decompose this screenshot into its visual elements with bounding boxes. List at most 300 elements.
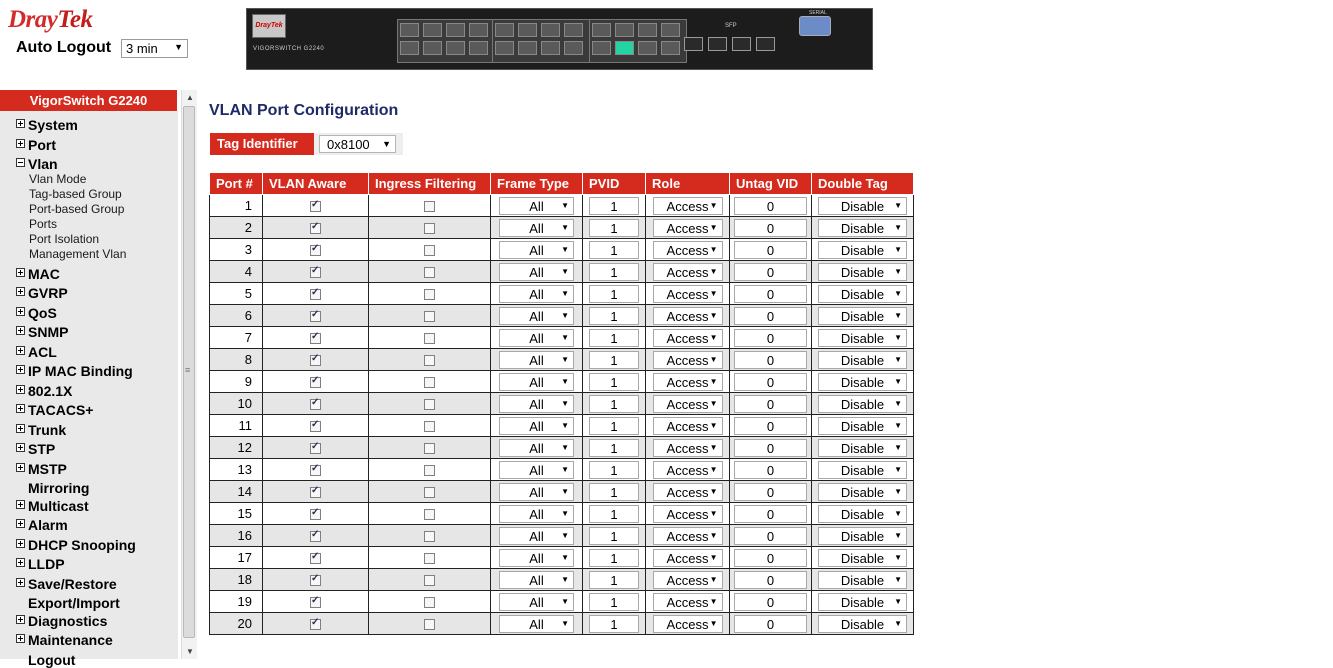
expand-icon[interactable]: [16, 139, 25, 148]
expand-icon[interactable]: [16, 500, 25, 509]
pvid-input[interactable]: 1: [589, 307, 639, 325]
expand-icon[interactable]: [16, 346, 25, 355]
role-select[interactable]: [653, 395, 723, 413]
role-select[interactable]: [653, 285, 723, 303]
double-tag-select[interactable]: [818, 285, 907, 303]
pvid-input[interactable]: 1: [589, 329, 639, 347]
sidebar-item-alarm[interactable]: [16, 517, 68, 533]
sidebar-subitem-port-based-group[interactable]: Port-based Group: [29, 201, 125, 216]
ingress-filtering-checkbox[interactable]: [424, 311, 435, 322]
double-tag-select[interactable]: [818, 571, 907, 589]
role-cell: [646, 261, 730, 283]
ingress-filtering-cell: [369, 195, 491, 217]
untag-vid-input[interactable]: 0: [734, 549, 807, 567]
role-select[interactable]: [653, 373, 723, 391]
sidebar-item-multicast[interactable]: [16, 498, 89, 514]
port-number: 1: [210, 195, 263, 217]
expand-icon[interactable]: [16, 326, 25, 335]
pvid-input[interactable]: 1: [589, 483, 639, 501]
sidebar-subitem-tag-based-group[interactable]: Tag-based Group: [29, 186, 122, 201]
vlan-aware-checkbox[interactable]: [310, 223, 321, 234]
untag-vid-input[interactable]: 0: [734, 351, 807, 369]
pvid-input[interactable]: 1: [589, 351, 639, 369]
sidebar-item-lldp[interactable]: [16, 556, 65, 572]
chevron-down-icon: ▼: [894, 200, 902, 210]
double-tag-cell: [812, 481, 914, 503]
untag-vid-cell: [730, 525, 812, 547]
pvid-input[interactable]: 1: [589, 439, 639, 457]
expand-icon[interactable]: [16, 443, 25, 452]
chevron-down-icon: ▼: [561, 596, 569, 606]
double-tag-select[interactable]: [818, 549, 907, 567]
untag-vid-input[interactable]: 0: [734, 285, 807, 303]
pvid-input[interactable]: 1: [589, 263, 639, 281]
pvid-input[interactable]: 1: [589, 395, 639, 413]
double-tag-select[interactable]: [818, 351, 907, 369]
auto-logout-label: Auto Logout: [16, 39, 112, 56]
tag-identifier-select[interactable]: 0x8100 ▼: [319, 135, 396, 153]
frame-type-select[interactable]: [499, 461, 574, 479]
chevron-down-icon: ▼: [709, 332, 718, 342]
ingress-filtering-checkbox[interactable]: [424, 531, 435, 542]
untag-vid-cell: [730, 481, 812, 503]
untag-vid-input[interactable]: 0: [734, 241, 807, 259]
select-value: Access: [666, 286, 709, 302]
frame-type-select[interactable]: [499, 505, 574, 523]
role-cell: [646, 393, 730, 415]
role-select[interactable]: [653, 329, 723, 347]
pvid-input[interactable]: 1: [589, 505, 639, 523]
role-cell: [646, 195, 730, 217]
pvid-input[interactable]: 1: [589, 461, 639, 479]
ingress-filtering-checkbox[interactable]: [424, 619, 435, 630]
frame-type-cell: [491, 217, 583, 239]
double-tag-select[interactable]: [818, 505, 907, 523]
port-number: 13: [210, 459, 263, 481]
chevron-down-icon: ▼: [894, 596, 902, 606]
untag-vid-input[interactable]: 0: [734, 593, 807, 611]
pvid-input[interactable]: 1: [589, 241, 639, 259]
ethernet-port-icon: [638, 23, 657, 37]
frame-type-select[interactable]: [499, 263, 574, 281]
sidebar-item-mstp[interactable]: [16, 461, 67, 477]
frame-type-select[interactable]: [499, 197, 574, 215]
untag-vid-input[interactable]: 0: [734, 571, 807, 589]
double-tag-select[interactable]: [818, 329, 907, 347]
pvid-input[interactable]: 1: [589, 593, 639, 611]
role-select[interactable]: [653, 505, 723, 523]
select-value: Disable: [840, 374, 885, 390]
ethernet-port-icon: [638, 41, 657, 55]
chevron-down-icon: ▼: [561, 310, 569, 320]
vlan-aware-checkbox[interactable]: [310, 245, 321, 256]
expand-icon[interactable]: [16, 634, 25, 643]
vlan-aware-checkbox[interactable]: [310, 509, 321, 520]
sidebar-item-snmp[interactable]: [16, 324, 68, 340]
double-tag-cell: [812, 261, 914, 283]
chevron-down-icon: ▼: [894, 420, 902, 430]
sidebar-item-dhcp-snooping[interactable]: [16, 537, 136, 553]
vlan-aware-checkbox[interactable]: [310, 487, 321, 498]
role-select[interactable]: [653, 593, 723, 611]
chevron-down-icon: ▼: [709, 200, 718, 210]
sidebar-item-label: IP MAC Binding: [28, 363, 133, 379]
frame-type-cell: [491, 261, 583, 283]
collapse-icon[interactable]: [16, 158, 25, 167]
ingress-filtering-checkbox[interactable]: [424, 267, 435, 278]
role-select[interactable]: [653, 263, 723, 281]
vlan-aware-checkbox[interactable]: [310, 399, 321, 410]
frame-type-select[interactable]: [499, 549, 574, 567]
select-value: Access: [666, 528, 709, 544]
chevron-down-icon: ▼: [561, 398, 569, 408]
untag-vid-input[interactable]: 0: [734, 527, 807, 545]
expand-icon[interactable]: [16, 615, 25, 624]
ethernet-port-icon: [615, 23, 634, 37]
scroll-down-icon[interactable]: ▼: [186, 647, 194, 656]
sidebar-item-802-1x[interactable]: [16, 383, 72, 399]
frame-type-select[interactable]: [499, 285, 574, 303]
table-row: [210, 349, 914, 371]
sidebar-subitem-ports[interactable]: Ports: [29, 216, 58, 231]
ethernet-port-icon: [518, 23, 537, 37]
double-tag-select[interactable]: [818, 263, 907, 281]
frame-type-select[interactable]: [499, 329, 574, 347]
role-select[interactable]: [653, 483, 723, 501]
expand-icon[interactable]: [16, 385, 25, 394]
select-value: Disable: [840, 572, 885, 588]
double-tag-cell: [812, 217, 914, 239]
pvid-input[interactable]: 1: [589, 373, 639, 391]
pvid-input[interactable]: 1: [589, 571, 639, 589]
table-row: [210, 569, 914, 591]
column-header-vlan-aware: VLAN Aware: [263, 173, 369, 195]
sidebar-subitem-port-isolation[interactable]: Port Isolation: [29, 231, 100, 246]
role-cell: [646, 547, 730, 569]
ingress-filtering-checkbox[interactable]: [424, 421, 435, 432]
sidebar-scrollbar[interactable]: [181, 90, 197, 659]
port-number: 8: [210, 349, 263, 371]
select-value: All: [529, 550, 544, 566]
vlan-aware-cell: [263, 569, 369, 591]
port-number: 19: [210, 591, 263, 613]
untag-vid-input[interactable]: 0: [734, 417, 807, 435]
sidebar-item-ip-mac-binding[interactable]: [16, 363, 133, 379]
double-tag-select[interactable]: [818, 527, 907, 545]
untag-vid-input[interactable]: 0: [734, 461, 807, 479]
expand-icon[interactable]: [16, 539, 25, 548]
table-row: [210, 503, 914, 525]
sidebar-subitem-management-vlan[interactable]: Management Vlan: [29, 246, 127, 261]
frame-type-select[interactable]: [499, 395, 574, 413]
double-tag-select[interactable]: [818, 395, 907, 413]
ingress-filtering-checkbox[interactable]: [424, 509, 435, 520]
vlan-aware-checkbox[interactable]: [310, 465, 321, 476]
chevron-down-icon: ▼: [894, 244, 902, 254]
expand-icon[interactable]: [16, 519, 25, 528]
pvid-input[interactable]: 1: [589, 219, 639, 237]
ingress-filtering-checkbox[interactable]: [424, 355, 435, 366]
pvid-cell: [583, 349, 646, 371]
role-select[interactable]: [653, 241, 723, 259]
double-tag-select[interactable]: [818, 241, 907, 259]
select-value: Disable: [840, 198, 885, 214]
ethernet-port-icon: [564, 41, 583, 55]
role-select[interactable]: [653, 571, 723, 589]
role-cell: [646, 503, 730, 525]
ethernet-port-icon: [423, 23, 442, 37]
chevron-down-icon: ▼: [709, 486, 718, 496]
untag-vid-input[interactable]: 0: [734, 197, 807, 215]
vlan-aware-checkbox[interactable]: [310, 619, 321, 630]
sidebar-item-label: Vlan: [28, 156, 58, 172]
vlan-aware-cell: [263, 547, 369, 569]
ingress-filtering-cell: [369, 591, 491, 613]
vlan-aware-checkbox[interactable]: [310, 597, 321, 608]
ingress-filtering-checkbox[interactable]: [424, 245, 435, 256]
frame-type-select[interactable]: [499, 351, 574, 369]
ingress-filtering-cell: [369, 261, 491, 283]
untag-vid-input[interactable]: 0: [734, 263, 807, 281]
device-name: VIGORSWITCH G2240: [253, 46, 325, 52]
expand-icon[interactable]: [16, 365, 25, 374]
double-tag-select[interactable]: [818, 373, 907, 391]
double-tag-select[interactable]: [818, 417, 907, 435]
role-cell: [646, 349, 730, 371]
role-select[interactable]: [653, 527, 723, 545]
select-value: Disable: [840, 242, 885, 258]
untag-vid-input[interactable]: 0: [734, 373, 807, 391]
expand-icon[interactable]: [16, 404, 25, 413]
select-value: Disable: [840, 440, 885, 456]
double-tag-select[interactable]: [818, 615, 907, 633]
untag-vid-input[interactable]: 0: [734, 395, 807, 413]
ingress-filtering-checkbox[interactable]: [424, 553, 435, 564]
sidebar-item-mirroring[interactable]: [16, 480, 89, 496]
role-cell: [646, 569, 730, 591]
pvid-input[interactable]: 1: [589, 527, 639, 545]
select-value: All: [529, 264, 544, 280]
sidebar-item-logout[interactable]: [16, 652, 75, 668]
double-tag-select[interactable]: [818, 483, 907, 501]
select-value: Access: [666, 506, 709, 522]
vlan-aware-cell: [263, 239, 369, 261]
pvid-input[interactable]: 1: [589, 417, 639, 435]
role-select[interactable]: [653, 219, 723, 237]
port-number: 15: [210, 503, 263, 525]
select-value: Disable: [840, 528, 885, 544]
vlan-aware-checkbox[interactable]: [310, 267, 321, 278]
frame-type-cell: [491, 503, 583, 525]
ethernet-port-icon: [495, 41, 514, 55]
double-tag-select[interactable]: [818, 439, 907, 457]
frame-type-select[interactable]: [499, 417, 574, 435]
select-value: Access: [666, 462, 709, 478]
role-cell: [646, 305, 730, 327]
sidebar-item-maintenance[interactable]: [16, 632, 113, 648]
select-value: Access: [666, 220, 709, 236]
column-header-frame-type: Frame Type: [491, 173, 583, 195]
sidebar-item-trunk[interactable]: [16, 422, 66, 438]
untag-vid-input[interactable]: 0: [734, 307, 807, 325]
ingress-filtering-checkbox[interactable]: [424, 333, 435, 344]
double-tag-select[interactable]: [818, 197, 907, 215]
port-number: 17: [210, 547, 263, 569]
sidebar-item-stp[interactable]: [16, 441, 55, 457]
sfp-port-icon: [756, 37, 775, 51]
ingress-filtering-checkbox[interactable]: [424, 377, 435, 388]
vlan-aware-checkbox[interactable]: [310, 377, 321, 388]
ethernet-port-icon: [400, 23, 419, 37]
expand-icon[interactable]: [16, 558, 25, 567]
expand-icon[interactable]: [16, 578, 25, 587]
select-value: All: [529, 440, 544, 456]
auto-logout-select[interactable]: 3 min ▼: [121, 39, 188, 58]
untag-vid-input[interactable]: 0: [734, 439, 807, 457]
pvid-input[interactable]: 1: [589, 615, 639, 633]
frame-type-select[interactable]: [499, 219, 574, 237]
role-cell: [646, 239, 730, 261]
sidebar-item-tacacs-[interactable]: [16, 402, 93, 418]
sidebar-item-acl[interactable]: [16, 344, 57, 360]
vlan-aware-checkbox[interactable]: [310, 333, 321, 344]
vlan-aware-cell: [263, 591, 369, 613]
vlan-aware-cell: [263, 415, 369, 437]
role-select[interactable]: [653, 461, 723, 479]
expand-icon[interactable]: [16, 119, 25, 128]
role-select[interactable]: [653, 615, 723, 633]
ingress-filtering-checkbox[interactable]: [424, 399, 435, 410]
untag-vid-cell: [730, 547, 812, 569]
vlan-aware-checkbox[interactable]: [310, 421, 321, 432]
sidebar-item-export-import[interactable]: [16, 595, 120, 611]
vlan-aware-checkbox[interactable]: [310, 531, 321, 542]
frame-type-select[interactable]: [499, 307, 574, 325]
sidebar-item-mac[interactable]: [16, 266, 60, 282]
sidebar-item-save-restore[interactable]: [16, 576, 117, 592]
chevron-down-icon: ▼: [561, 420, 569, 430]
chevron-down-icon: ▼: [894, 354, 902, 364]
frame-type-select[interactable]: [499, 527, 574, 545]
untag-vid-cell: [730, 393, 812, 415]
vlan-aware-cell: [263, 459, 369, 481]
vlan-aware-cell: [263, 371, 369, 393]
chevron-down-icon: ▼: [561, 244, 569, 254]
select-value: Access: [666, 594, 709, 610]
sidebar-item-label: Mirroring: [28, 480, 90, 496]
role-cell: [646, 437, 730, 459]
expand-icon[interactable]: [16, 463, 25, 472]
sidebar-item-label: MSTP: [28, 460, 67, 477]
pvid-cell: [583, 613, 646, 635]
vlan-aware-checkbox[interactable]: [310, 355, 321, 366]
role-cell: [646, 525, 730, 547]
select-value: Disable: [840, 330, 885, 346]
untag-vid-cell: [730, 613, 812, 635]
role-select[interactable]: [653, 197, 723, 215]
double-tag-select[interactable]: [818, 219, 907, 237]
table-row: [210, 613, 914, 635]
expand-icon[interactable]: [16, 424, 25, 433]
sidebar-title: VigorSwitch G2240: [0, 90, 177, 111]
double-tag-select[interactable]: [818, 307, 907, 325]
sidebar-item-label: Maintenance: [28, 632, 113, 648]
double-tag-select[interactable]: [818, 461, 907, 479]
frame-type-cell: [491, 305, 583, 327]
untag-vid-input[interactable]: 0: [734, 505, 807, 523]
pvid-input[interactable]: 1: [589, 285, 639, 303]
select-value: All: [529, 594, 544, 610]
select-value: Access: [666, 550, 709, 566]
sidebar-item-port[interactable]: [16, 137, 56, 153]
frame-type-select[interactable]: [499, 439, 574, 457]
frame-type-select[interactable]: [499, 593, 574, 611]
untag-vid-input[interactable]: 0: [734, 483, 807, 501]
ingress-filtering-checkbox[interactable]: [424, 443, 435, 454]
select-value: Access: [666, 242, 709, 258]
expand-icon[interactable]: [16, 268, 25, 277]
role-select[interactable]: [653, 351, 723, 369]
chevron-down-icon: ▼: [709, 420, 718, 430]
frame-type-select[interactable]: [499, 241, 574, 259]
ingress-filtering-checkbox[interactable]: [424, 597, 435, 608]
double-tag-select[interactable]: [818, 593, 907, 611]
vlan-aware-checkbox[interactable]: [310, 201, 321, 212]
frame-type-select[interactable]: [499, 483, 574, 501]
frame-type-select[interactable]: [499, 373, 574, 391]
ingress-filtering-cell: [369, 415, 491, 437]
vlan-aware-checkbox[interactable]: [310, 575, 321, 586]
scroll-up-icon[interactable]: ▲: [186, 93, 194, 102]
sidebar-subitem-vlan-mode[interactable]: Vlan Mode: [29, 171, 87, 186]
pvid-input[interactable]: 1: [589, 549, 639, 567]
select-value: All: [529, 352, 544, 368]
role-select[interactable]: [653, 439, 723, 457]
frame-type-select[interactable]: [499, 615, 574, 633]
ingress-filtering-cell: [369, 569, 491, 591]
vlan-aware-checkbox[interactable]: [310, 553, 321, 564]
ingress-filtering-checkbox[interactable]: [424, 223, 435, 234]
expand-icon[interactable]: [16, 287, 25, 296]
sidebar-item-gvrp[interactable]: [16, 285, 68, 301]
chevron-down-icon: ▼: [561, 266, 569, 276]
untag-vid-input[interactable]: 0: [734, 615, 807, 633]
expand-icon[interactable]: [16, 307, 25, 316]
frame-type-cell: [491, 525, 583, 547]
chevron-down-icon: ▼: [894, 332, 902, 342]
sidebar-item-vlan[interactable]: [16, 156, 58, 172]
untag-vid-input[interactable]: 0: [734, 219, 807, 237]
untag-vid-input[interactable]: 0: [734, 329, 807, 347]
chevron-down-icon: ▼: [561, 618, 569, 628]
frame-type-select[interactable]: [499, 571, 574, 589]
role-select[interactable]: [653, 307, 723, 325]
role-select[interactable]: [653, 417, 723, 435]
ingress-filtering-checkbox[interactable]: [424, 201, 435, 212]
pvid-input[interactable]: 1: [589, 197, 639, 215]
ingress-filtering-checkbox[interactable]: [424, 487, 435, 498]
sidebar-item-diagnostics[interactable]: [16, 613, 107, 629]
vlan-aware-checkbox[interactable]: [310, 443, 321, 454]
vlan-aware-checkbox[interactable]: [310, 289, 321, 300]
sidebar-item-system[interactable]: [16, 117, 78, 133]
role-select[interactable]: [653, 549, 723, 567]
vlan-aware-checkbox[interactable]: [310, 311, 321, 322]
ingress-filtering-checkbox[interactable]: [424, 289, 435, 300]
sidebar-item-qos[interactable]: [16, 305, 57, 321]
ingress-filtering-checkbox[interactable]: [424, 575, 435, 586]
ingress-filtering-checkbox[interactable]: [424, 465, 435, 476]
